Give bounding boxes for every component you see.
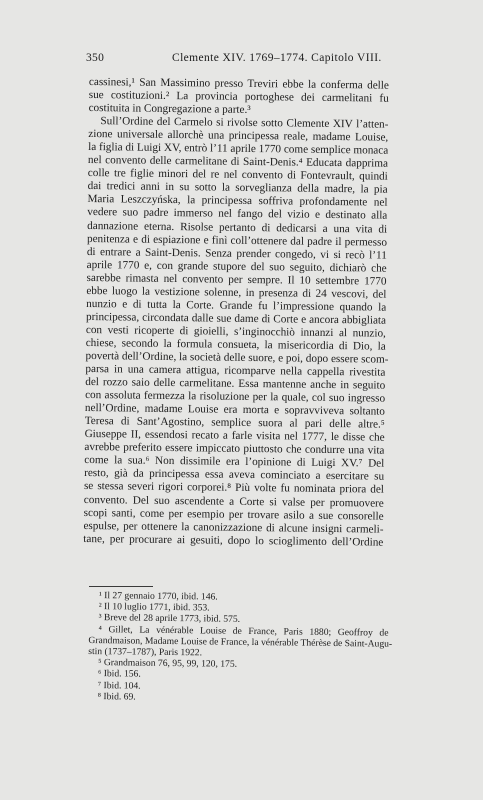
footnote: ⁴ Gillet, La vénérable Louise de France, Paris 1880; Geoffroy de [98, 623, 389, 639]
footnote: ² Il 10 luglio 1771, ibid. 353. [98, 601, 210, 614]
text-line: nell’Ordine, madame Louise era morta e sopravviveva soltanto [84, 402, 385, 418]
text-line: principessa, circondata dalle sue dame di Corte e ancora abbigliata [85, 310, 387, 327]
text-line: di entrare a Saint-Denis. Senza prender congedo, vi si recò l’11 [86, 245, 387, 262]
text-line: sarebbe rimasta nel convento per sempre. Il 10 settembre 1770 [86, 271, 387, 288]
text-line: resto, già da principessa essa aveva cominciato a esercitare su [84, 467, 385, 484]
text-line: Sull’Ordine del Carmelo si rivolse sotto Clemente XIV l’atten- [100, 115, 389, 131]
text-line: convento. Del suo ascendente a Corte si valse per promuovere [83, 493, 384, 510]
text-line: penitenza e di espiazione e finì coll’ottenere dal padre il permesso [86, 232, 388, 249]
text-line: dai tredici anni in su sotto la sorveglianza della madre, la pia [87, 180, 388, 197]
text-line: come la sua.⁶ Non dissimile era l’opinione di Luigi XV.⁷ Del [84, 454, 385, 470]
text-line: costituita in Congregazione a parte.³ [88, 102, 251, 117]
footnote: ⁷ Ibid. 104. [97, 679, 141, 692]
text-line: tane, per procurare ai gesuiti, dopo lo scioglimento dell’Ordine [83, 532, 384, 549]
footnotes [88, 590, 393, 706]
text-line: nunzio e di tutta la Corte. Grande fu l’impressione quando la [86, 297, 387, 314]
text-line: Maria Leszczyńska, la principessa soffriva profondamente nel [87, 193, 388, 210]
text-line: se stessa severi rigori corporei.⁸ Più volte fu nominata priora del [83, 480, 385, 497]
text-line: vedere suo padre immerso nel fango del vizio e destinato alla [87, 206, 388, 223]
text-line: colle tre figlie minori del re nel convento di Fontevrault, quindi [87, 167, 388, 183]
text-line: cassinesi,¹ San Massimino presso Treviri ebbe la conferma delle [88, 76, 389, 92]
footnote-continuation: stin (1737–1787), Paris 1922. [88, 645, 203, 659]
text-line: con vesti ricoperte di gioielli, s’inginocchiò innanzi al nunzio, [85, 323, 386, 340]
text-line: aprile 1770 e, con grande stupore del suo seguito, dichiarò che [86, 258, 387, 275]
footnote: ⁸ Ibid. 69. [97, 690, 136, 703]
text-line: nel convento delle carmelitane di Saint-Denis.⁴ Educata dapprima [87, 154, 389, 170]
text-line: sue costituzioni.² La provincia portoghese dei carmelitani fu [88, 89, 389, 105]
text-line: parsa in una camera attigua, ricomparve nella cappella rivestita [85, 363, 386, 379]
text-line: con assoluta fermezza la risoluzione per la quale, col suo ingresso [85, 389, 386, 405]
text-line: zione universale allorchè una principessa reale, madame Louise, [88, 128, 389, 144]
page-number: 350 [86, 52, 105, 64]
running-header [86, 50, 386, 66]
text-line: dannazione eterna. Risolse pertanto di dedicarsi a una vita di [87, 219, 388, 236]
footnote: ⁶ Ibid. 156. [97, 668, 141, 680]
text-line: Giuseppe II, essendosi recato a farle visita nel 1777, le disse che [84, 428, 385, 444]
text-line: Teresa di Sant’Agostino, semplice suora al pari delle altre.⁵ [84, 415, 385, 431]
text-line: scopi santi, come per esempio per trovare asilo a sue consorelle [83, 506, 384, 523]
text-line: avrebbe preferito essere impiccato piuttosto che condurre una vita [84, 441, 385, 457]
footnote-divider [89, 586, 153, 587]
text-line: la figlia di Luigi XV, entrò l’11 aprile 1770 come semplice monaca [88, 141, 389, 157]
text-line: chiese, secondo la formula consueta, la misericordia di Dio, la [85, 336, 386, 353]
footnote: ¹ Il 27 gennaio 1770, ibid. 146. [98, 590, 218, 603]
footnote: ³ Breve del 28 aprile 1773, ibid. 575. [98, 612, 241, 626]
main-text [83, 76, 389, 549]
running-title: Clemente XIV. 1769–1774. Capitolo VIII. [172, 52, 382, 64]
text-line: povertà dell’Ordine, la società delle suore, e poi, dopo essere scom- [85, 349, 389, 366]
text-line: del rozzo saio delle carmelitane. Essa mantenne anche in seguito [85, 376, 386, 392]
footnote: ⁵ Grandmaison 76, 95, 99, 120, 175. [98, 657, 238, 670]
footnote-continuation: Grandmaison, Madame Louise de France, la vénérable Thérèse de Saint-Augu- [88, 634, 393, 650]
text-line: espulse, per ottenere la canonizzazione di alcune insigni carmeli- [83, 519, 384, 536]
text-line: ebbe luogo la vestizione solenne, in presenza di 24 vescovi, del [86, 284, 387, 301]
